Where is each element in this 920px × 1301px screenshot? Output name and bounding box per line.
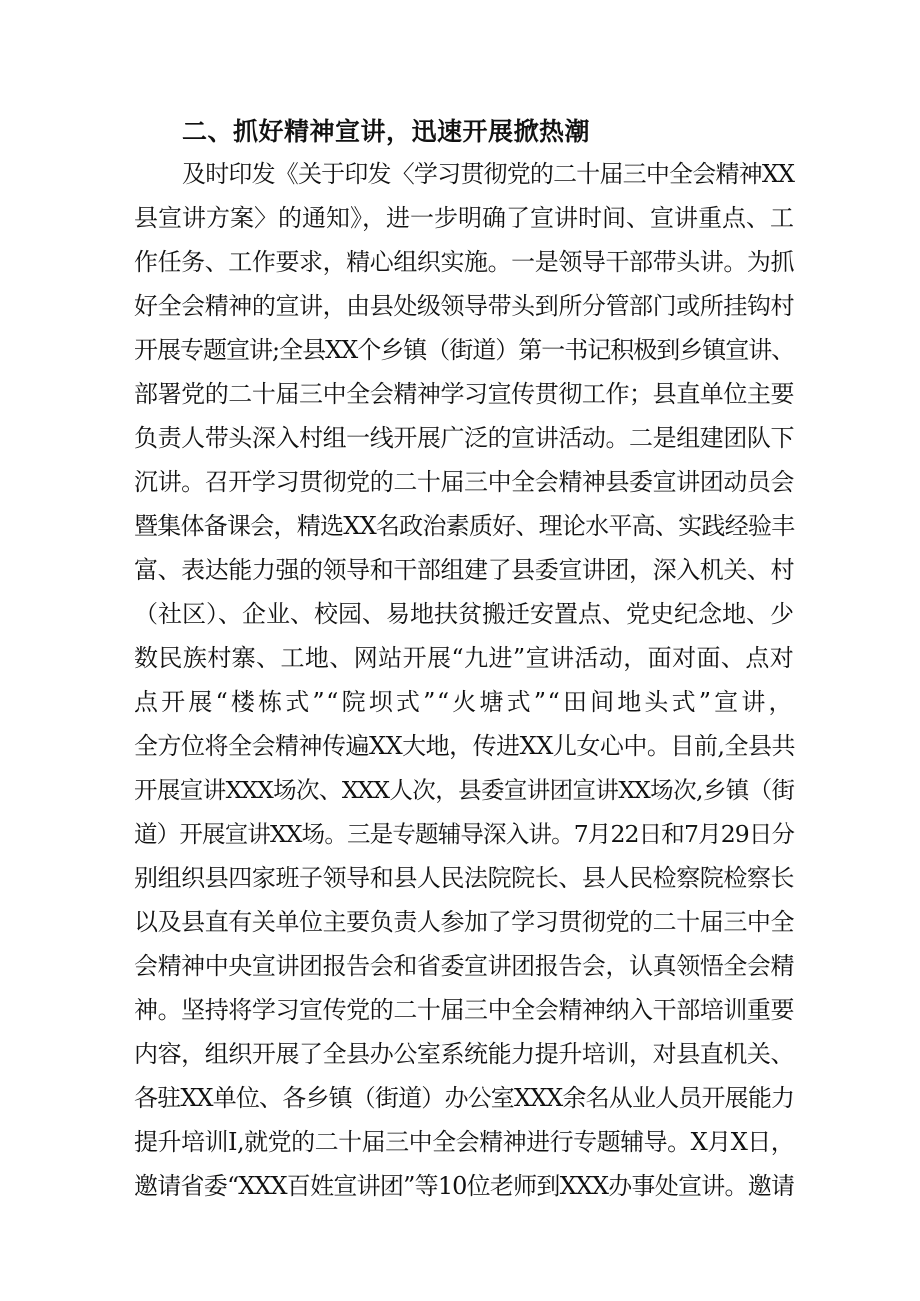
text-line: 以及县直有关单位主要负责人参加了学习贯彻党的二十届三中全 xyxy=(134,908,794,936)
text-line: 全方位将全会精神传遍XX大地，传进XX儿女心中。目前,全县共 xyxy=(134,732,795,760)
text-line: 神。坚持将学习宣传党的二十届三中全会精神纳入干部培训重要 xyxy=(134,996,794,1024)
text-line: 开展专题宣讲;全县XX个乡镇（街道）第一书记积极到乡镇宣讲、 xyxy=(134,336,795,364)
text-line: 县宣讲方案〉的通知》，进一步明确了宣讲时间、宣讲重点、工 xyxy=(134,204,794,232)
text-line: 富、表达能力强的领导和干部组建了县委宣讲团，深入机关、村 xyxy=(134,556,794,584)
text-line: 暨集体备课会，精选XX名政治素质好、理论水平高、实践经验丰 xyxy=(134,512,795,540)
text-line: 内容，组织开展了全县办公室系统能力提升培训，对县直机关、 xyxy=(134,1040,794,1068)
text-line: （社区）、企业、校园、易地扶贫搬迁安置点、党史纪念地、少 xyxy=(134,600,794,628)
text-line: 部署党的二十届三中全会精神学习宣传贯彻工作；县直单位主要 xyxy=(134,380,794,408)
text-line: 道）开展宣讲XX场。三是专题辅导深入讲。7月22日和7月29日分 xyxy=(134,820,794,848)
text-line: 各驻XX单位、各乡镇（街道）办公室XXX余名从业人员开展能力 xyxy=(134,1084,794,1112)
text-line: 开展宣讲XXX场次、XXX人次，县委宣讲团宣讲XX场次,乡镇（街 xyxy=(134,776,794,804)
text-line: 沉讲。召开学习贯彻党的二十届三中全会精神县委宣讲团动员会 xyxy=(134,468,794,496)
text-line: 负责人带头深入村组一线开展广泛的宣讲活动。二是组建团队下 xyxy=(134,424,794,452)
section-heading: 二、抓好精神宣讲，迅速开展掀热潮 xyxy=(182,117,591,146)
text-line: 点开展“楼栋式”“院坝式”“火塘式”“田间地头式”宣讲， xyxy=(134,688,794,716)
text-line: 作任务、工作要求，精心组织实施。一是领导干部带头讲。为抓 xyxy=(134,248,794,276)
text-line: 数民族村寨、工地、网站开展“九进”宣讲活动，面对面、点对 xyxy=(134,644,794,672)
text-line: 别组织县四家班子领导和县人民法院院长、县人民检察院检察长 xyxy=(134,864,794,892)
text-line: 好全会精神的宣讲，由县处级领导带头到所分管部门或所挂钩村 xyxy=(134,292,794,320)
text-line: 提升培训I,就党的二十届三中全会精神进行专题辅导。X月X日， xyxy=(134,1128,795,1156)
text-line: 邀请省委“XXX百姓宣讲团”等10位老师到XXX办事处宣讲。邀请 xyxy=(134,1172,794,1200)
text-line: 会精神中央宣讲团报告会和省委宣讲团报告会，认真领悟全会精 xyxy=(134,952,794,980)
text-line: 及时印发《关于印发〈学习贯彻党的二十届三中全会精神XX xyxy=(182,160,794,188)
